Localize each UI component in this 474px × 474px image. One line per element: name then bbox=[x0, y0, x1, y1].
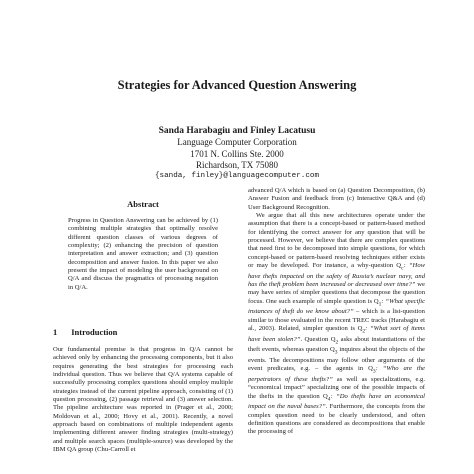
question-subscript: 3 bbox=[334, 349, 338, 356]
question-text: : “How have thefts impacted on the safety of Russia’s nuclear navy, and has the theft problem been increased or decreased over time?” bbox=[248, 262, 426, 289]
abstract-heading: Abstract bbox=[127, 199, 159, 209]
text-run: – which is a list-question similar to those evaluated in the recent TREC tracks (Harabagiu et al., 2003). Related, simpler question is Q bbox=[248, 308, 425, 333]
question-subscript: 1 bbox=[378, 301, 382, 308]
text-run: We argue that all this new architectures operate under the assumption that there is a concept-based or pattern-based method for identifying the correct answer for any question that will be processed. However, we believe that there are complex questions that need first to be decomposed into simple questions, for which concept-based or pattern-based resolving techniques either exists or may be developed. For instance, a why-question Q bbox=[248, 212, 425, 270]
section-heading-introduction bbox=[53, 327, 117, 337]
introduction-body bbox=[53, 346, 233, 454]
address-line-1: 1701 N. Collins Ste. 2000 bbox=[190, 148, 284, 159]
text-run: . Question Q bbox=[300, 335, 336, 343]
question-subscript: 4 bbox=[327, 396, 331, 403]
text-run: inquires about the objects of the events. The decompositions may follow other arguments of the event predicates, e.g. – the agents in Q bbox=[248, 346, 425, 373]
text-run: we may have series of simpler questions that decompose the question focus. One such example of simple question is Q bbox=[248, 281, 425, 305]
affiliation: Language Computer Corporation bbox=[177, 137, 297, 148]
address-line-2: Richardson, TX 75080 bbox=[195, 159, 279, 170]
text-run: asks about instantiations of the theft events, whereas question Q bbox=[248, 335, 425, 354]
question-text: : “Who are the perpetrators of these thefts?” bbox=[248, 365, 425, 384]
text-run: as well as specializations, e.g. “economical impact” specializing one of the possible impacts of the thefts in the question Q bbox=[248, 376, 425, 400]
right-paragraph-2 bbox=[248, 212, 425, 437]
abstract-text: Progress in Question Answering can be achieved by (1) combining multiple strategies that optimally resolve different question classes of various degrees of complexity; (2) enhancing the precision of question interpretation and answer extraction; and (3) question decomposition and answer fusion. In this paper we also present the impact of modeling the user background on Q/A and discuss the pragmatics of processing negation in Q/A. bbox=[68, 217, 218, 291]
author-email: {sanda, finley}@languagecomputer.com bbox=[154, 172, 320, 181]
right-column-body bbox=[248, 187, 425, 437]
question-text: : “Do thefts have an economical impact on the naval bases?” bbox=[248, 392, 425, 411]
section-number: 1 bbox=[53, 327, 58, 337]
author-block bbox=[0, 126, 474, 182]
question-subscript: 2 bbox=[335, 339, 339, 346]
right-paragraph-1: advanced Q/A which is based on (a) Question Decomposition, (b) Answer Fusion and feedback from (c) Interactive Q&A and (d) User Background Recognition. bbox=[248, 187, 425, 211]
author-names: Sanda Harabagiu and Finley Lacatusu bbox=[158, 126, 316, 136]
question-text: : “What sort of items have been stolen?” bbox=[248, 325, 425, 343]
text-run: . Furthermore, the concepts from the complex question need to be clearly understood, and often definition questions are considered as decompositions that enable the processing of bbox=[248, 403, 425, 436]
question-subscript: 3 bbox=[372, 368, 376, 375]
question-subscript: c bbox=[401, 265, 404, 272]
question-text: : “What specific instances of theft do we know about?” bbox=[248, 297, 425, 316]
intro-paragraph: Our fundamental premise is that progress in Q/A cannot be achieved only by enhancing the processing components, but it also requires generating the best strategies for processing each individual question. Thus we believe that Q/A systems capable of successfully processing complex questions should employ multiple strategies instead of the current pipeline approach, consisting of (1) question processing, (2) passage retrieval and (3) answer selection. The pipeline architecture was reported in (Prager et al., 2000; Moldovan et al., 2000; Hovy et al., 2001). Recently, a novel approach based on combinations of multiple independent agents implementing different answer finding strategies (multi-strategy) and multiple search spaces (multiple-source) was developed by the IBM QA group (Chu-Carroll et bbox=[53, 346, 233, 454]
section-title-text: Introduction bbox=[71, 327, 118, 337]
question-subscript: 2 bbox=[362, 328, 366, 335]
paper-title: Strategies for Advanced Question Answering bbox=[117, 78, 357, 92]
